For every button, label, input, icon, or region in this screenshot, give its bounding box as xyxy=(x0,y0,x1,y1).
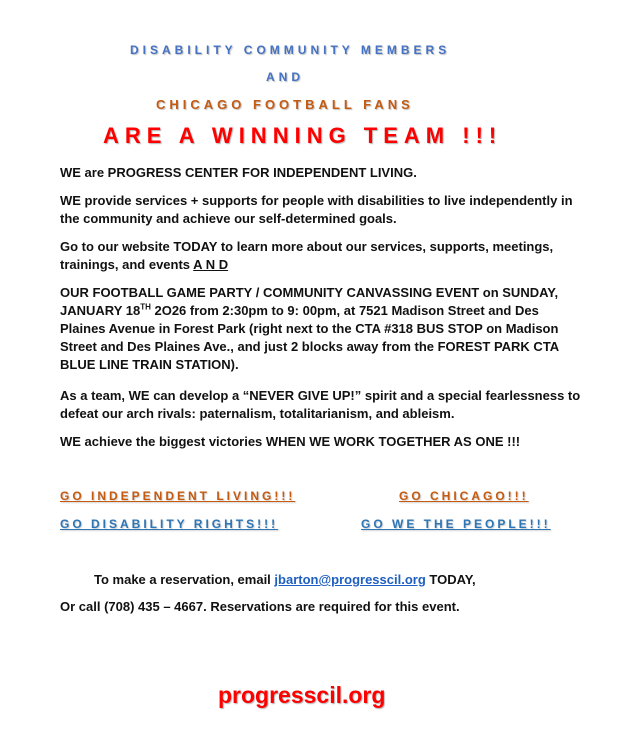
header-line-disability-community: DISABILITY COMMUNITY MEMBERS xyxy=(130,43,451,57)
paragraph-website xyxy=(60,238,585,274)
header-line-chicago-football-fans: CHICAGO FOOTBALL FANS xyxy=(156,97,414,112)
headline-winning-team: ARE A WINNING TEAM !!! xyxy=(103,123,503,148)
header-line-and: AND xyxy=(266,70,304,84)
slogan-chicago: GO CHICAGO!!! xyxy=(399,489,529,503)
paragraph-team: As a team, WE can develop a “NEVER GIVE UP!” spirit and a special fearlessness to defeat our arch rivals: paternalism, totalitarianism, and ableism. xyxy=(60,388,581,421)
reservation-suffix: TODAY, xyxy=(425,572,476,587)
slogan-independent-living: GO INDEPENDENT LIVING!!! xyxy=(60,489,296,503)
paragraph-victories: WE achieve the biggest victories WHEN WE WORK TOGETHER AS ONE !!! xyxy=(60,434,521,449)
slogan-disability-rights: GO DISABILITY RIGHTS!!! xyxy=(60,517,279,531)
paragraph-event xyxy=(60,284,585,374)
paragraph-intro: WE are PROGRESS CENTER FOR INDEPENDENT LIVING. xyxy=(60,165,417,180)
event-text-part2: 2O26 from 2:30pm to 9: 00pm, at 7521 Madison Street and Des Plaines Avenue in Forest Park (right next to the CTA #318 BUS STOP on Madison Street and Des Plaines Ave., and just 2 blocks away from the FOREST PARK CTA BLUE LINE TRAIN STATION). xyxy=(60,303,559,372)
paragraph-services: WE provide services + supports for people with disabilities to live independently in the community and achieve our self-determined goals. xyxy=(60,193,573,226)
event-text-part1: OUR FOOTBALL GAME PARTY / COMMUNITY CANVASSING EVENT on SUNDAY, JANUARY 18 xyxy=(60,285,559,318)
date-superscript: TH xyxy=(140,302,151,312)
reservation-phone-line: Or call (708) 435 – 4667. Reservations are required for this event. xyxy=(60,599,460,614)
website-text: Go to our website TODAY to learn more about our services, supports, meetings, trainings, and events xyxy=(60,239,554,272)
reservation-prefix: To make a reservation, email xyxy=(94,572,275,587)
reservation-email-line xyxy=(94,572,476,587)
and-underlined: A N D xyxy=(193,257,229,272)
slogan-we-the-people: GO WE THE PEOPLE!!! xyxy=(361,517,551,531)
footer-website-url: progresscil.org xyxy=(218,682,386,708)
email-link[interactable]: jbarton@progresscil.org xyxy=(274,572,426,587)
